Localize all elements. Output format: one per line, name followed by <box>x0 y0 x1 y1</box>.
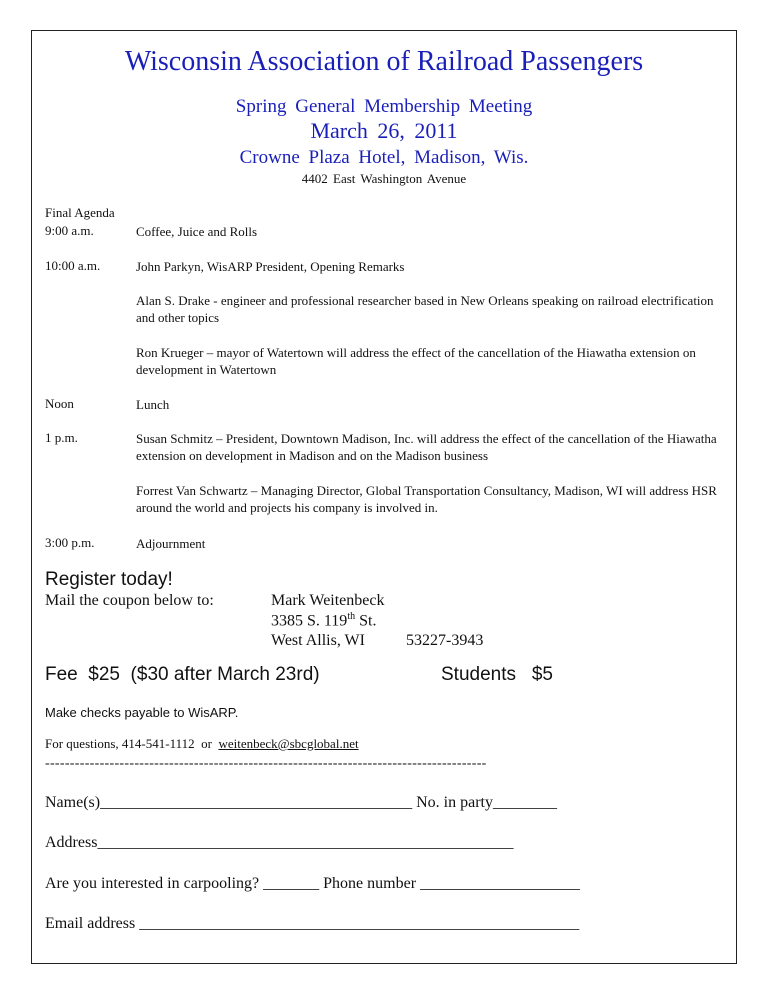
meeting-name: Spring General Membership Meeting <box>235 96 533 117</box>
phone-field[interactable]: ____________________ <box>420 875 581 892</box>
name-line: Name(s)_______________________________________ No. in party________ <box>45 794 557 811</box>
agenda-time: Noon <box>45 396 74 411</box>
meeting-date: March 26, 2011 <box>310 118 458 143</box>
meeting-venue: Crowne Plaza Hotel, Madison, Wis. <box>239 147 529 168</box>
agenda-item: John Parkyn, WisARP President, Opening Remarks <box>136 259 405 274</box>
fee-text: Fee $25 ($30 after March 23rd) <box>45 664 320 685</box>
carpool-line: Are you interested in carpooling? _______ Phone number ____________________ <box>45 875 581 892</box>
students-fee: Students $5 <box>441 664 553 685</box>
agenda-item: Lunch <box>136 397 170 412</box>
name-field[interactable]: _______________________________________ <box>100 794 413 811</box>
mail-street: 3385 S. 119th St. <box>271 611 377 630</box>
agenda-item: Adjournment <box>136 536 206 551</box>
agenda-item: Coffee, Juice and Rolls <box>136 224 258 239</box>
agenda-time: 9:00 a.m. <box>45 223 94 238</box>
cut-line: ----------------------------------------------------------------------------------------- <box>45 756 487 771</box>
party-field[interactable]: ________ <box>492 794 557 811</box>
venue-address: 4402 East Washington Avenue <box>301 171 467 186</box>
mail-city: West Allis, WI <box>271 632 365 649</box>
carpool-field[interactable]: _______ <box>263 875 320 892</box>
email-field[interactable]: _______________________________________________________ <box>139 915 580 932</box>
email-link[interactable]: weitenbeck@sbcglobal.net <box>218 736 359 751</box>
email-line: Email address _______________________________________________________ <box>45 915 580 932</box>
mail-zip: 53227-3943 <box>406 632 484 649</box>
agenda-item: Susan Schmitz – President, Downtown Madison, Inc. will address the effect of the cancellation of the Hiawatha extension on development in Madison and on the Madison business <box>136 431 717 463</box>
register-heading: Register today! <box>45 569 173 590</box>
address-line: Address____________________________________________________ <box>45 834 514 851</box>
agenda-time: 3:00 p.m. <box>45 535 95 550</box>
mail-recipient-name: Mark Weitenbeck <box>271 592 385 609</box>
agenda-item: Alan S. Drake - engineer and professional researcher based in New Orleans speaking on railroad electrification and other topics <box>136 293 714 325</box>
agenda-item: Ron Krueger – mayor of Watertown will address the effect of the cancellation of the Hiawatha extension on development in Watertown <box>136 345 696 377</box>
agenda-time: 10:00 a.m. <box>45 258 101 273</box>
address-field[interactable]: ____________________________________________________ <box>97 834 514 851</box>
agenda-heading: Final Agenda <box>45 205 115 220</box>
questions-line: For questions, 414-541-1112 or weitenbeck@sbcglobal.net <box>45 736 359 751</box>
page-title: Wisconsin Association of Railroad Passengers <box>124 46 644 77</box>
mail-label: Mail the coupon below to: <box>45 592 214 609</box>
agenda-item: Forrest Van Schwartz – Managing Director, Global Transportation Consultancy, Madison, WI will address HSR around the world and projects his company is involved in. <box>136 483 717 515</box>
agenda-time: 1 p.m. <box>45 430 78 445</box>
checks-note: Make checks payable to WisARP. <box>45 705 239 720</box>
